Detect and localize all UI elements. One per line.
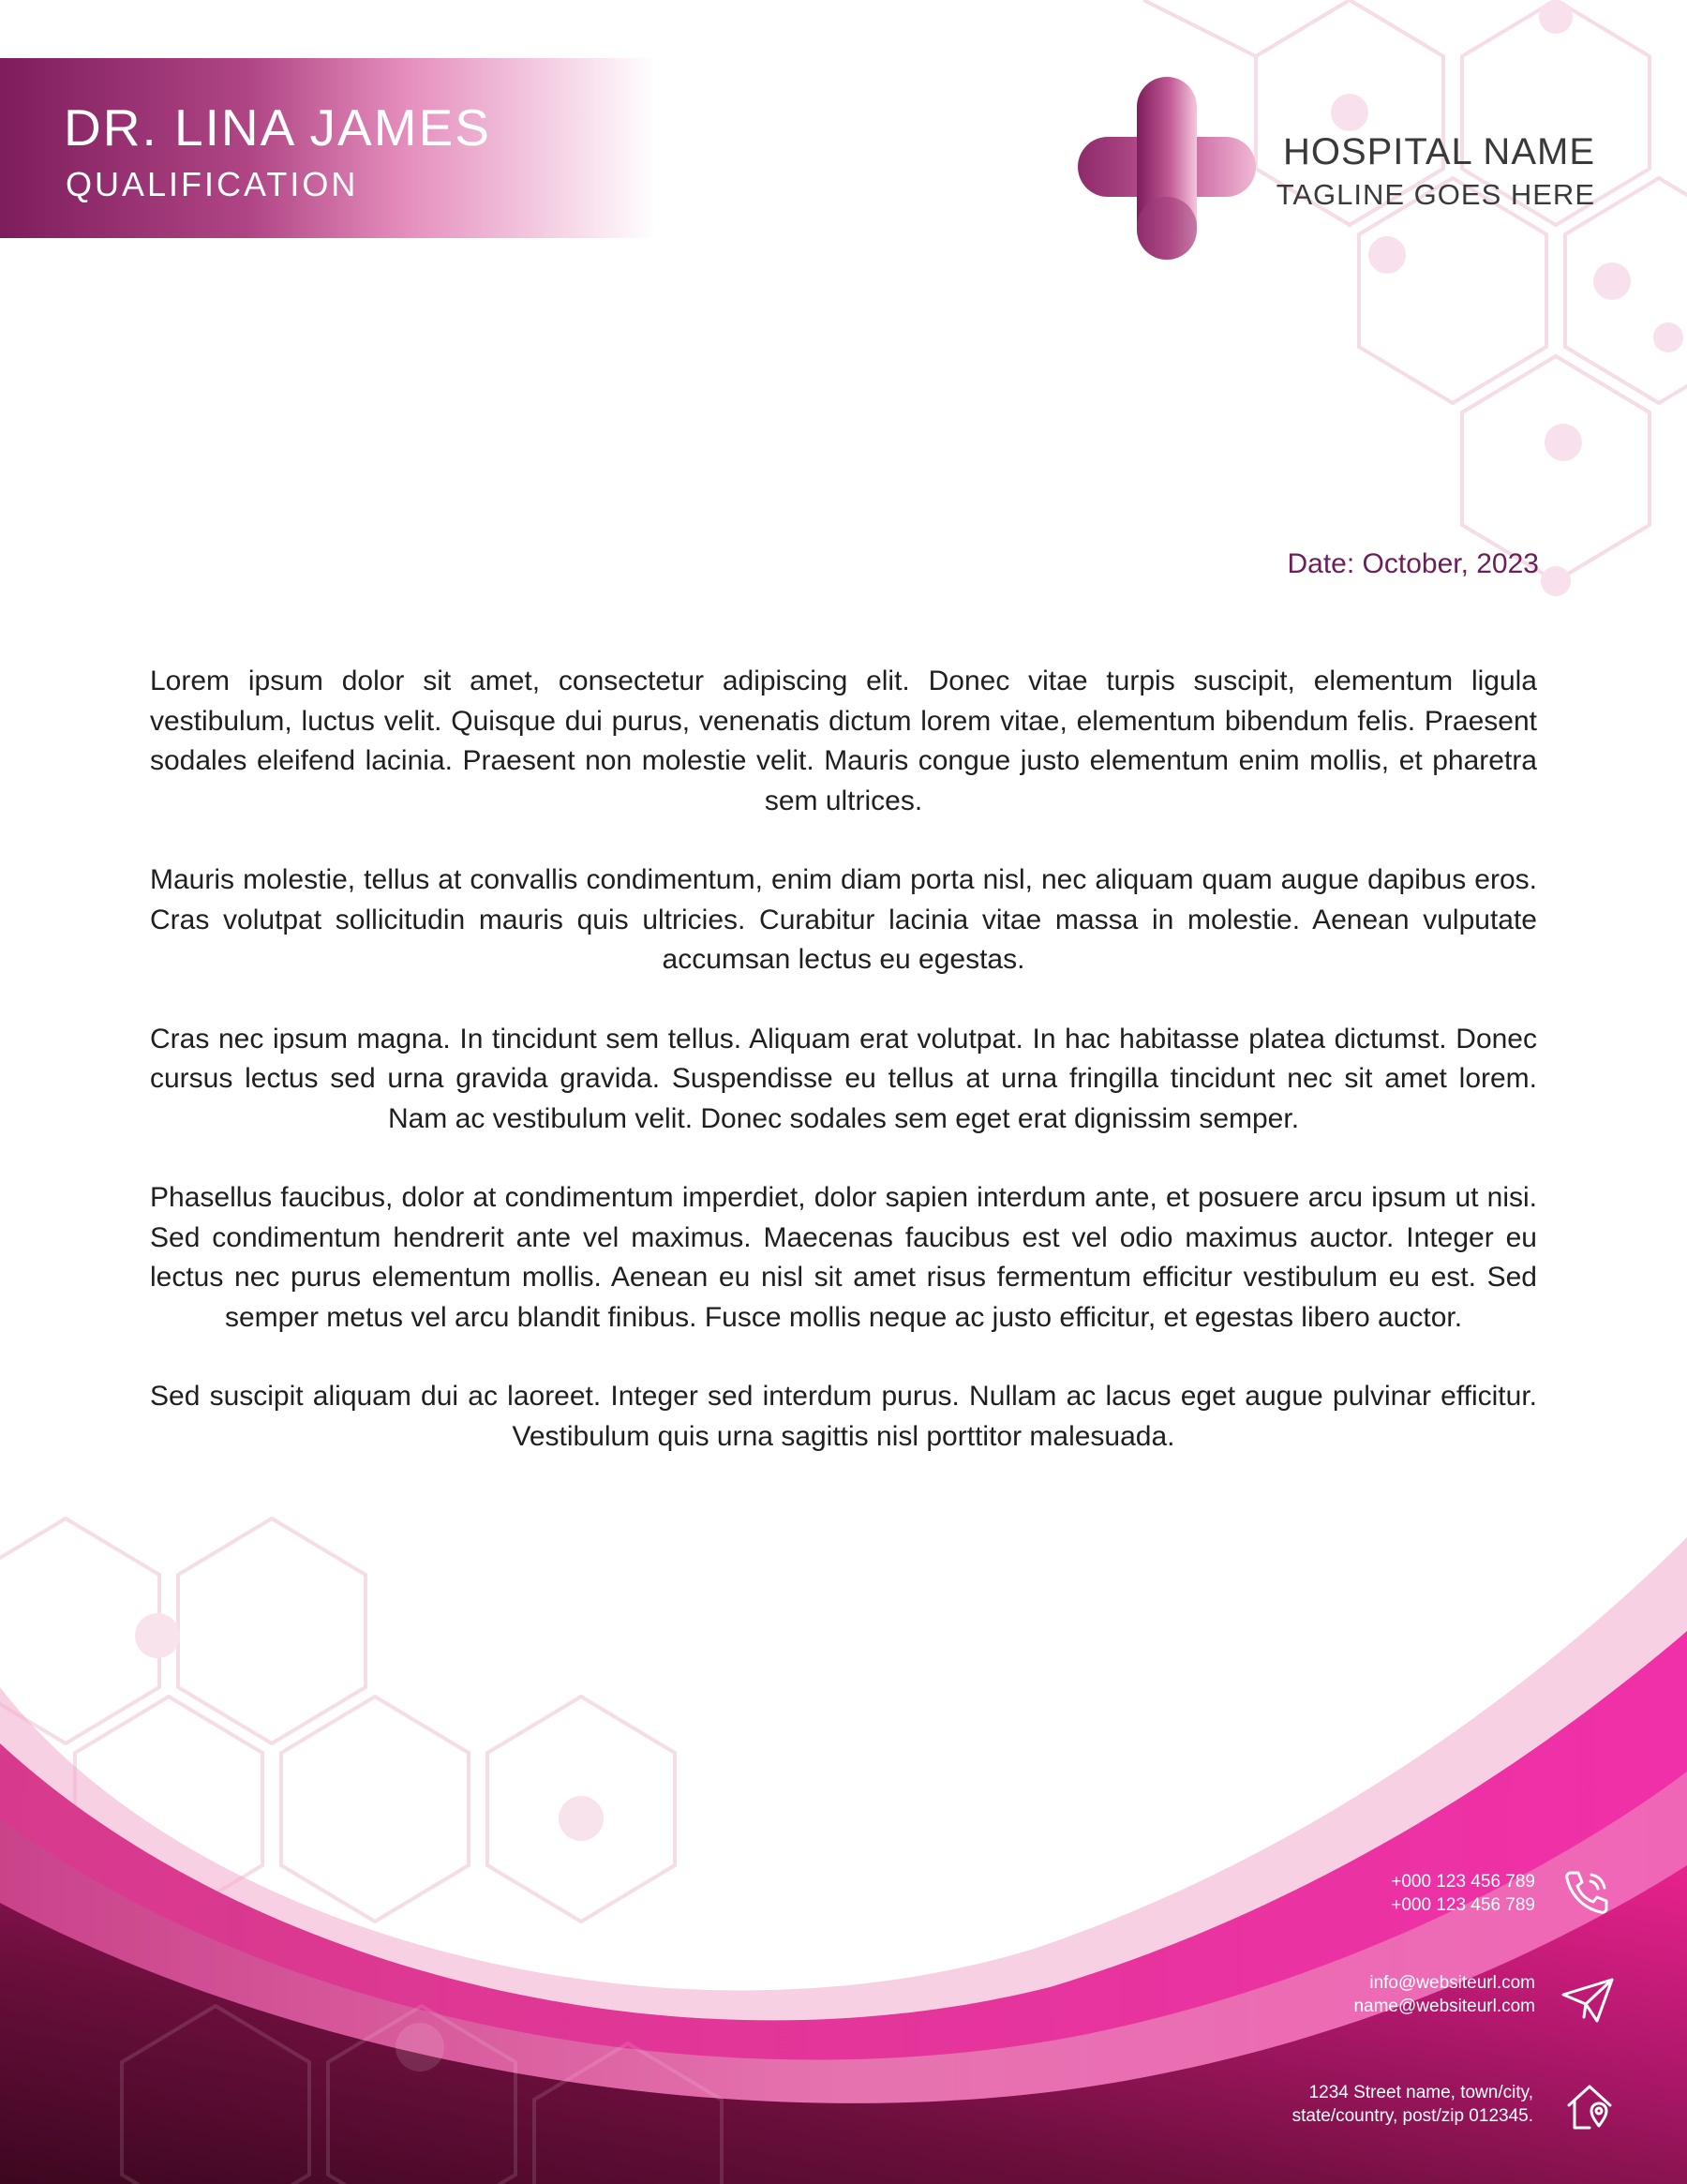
contact-emails (1293, 1971, 1535, 2018)
phone-icon (1561, 1865, 1614, 1918)
paper-plane-icon (1560, 1976, 1616, 2025)
letter-date: Date: October, 2023 (1287, 548, 1539, 579)
paragraph: Phasellus faucibus, dolor at condimentum imperdiet, dolor sapien interdum ante, et posuere arcu ipsum ut nisi. Sed condimentum hendrerit ante vel maximus. Maecenas faucibus est vel odio maximus auctor. Integer eu lectus nec purus elementum mollis. Aenean eu nisl sit amet risus fermentum efficitur vestibulum eu est. Sed semper metus vel arcu blandit finibus. Fusce mollis neque ac justo efficitur, et egestas libero auctor. (150, 1182, 1537, 1333)
address-line: state/country, post/zip 012345. (1291, 2106, 1533, 2126)
hospital-name: HOSPITAL NAME (1282, 131, 1595, 172)
phone-number[interactable]: +000 123 456 789 (1391, 1872, 1535, 1892)
email-address[interactable]: name@websiteurl.com (1353, 1997, 1535, 2016)
contact-address (1172, 2081, 1533, 2128)
paragraph: Mauris molestie, tellus at convallis condimentum, enim diam porta nisl, nec aliquam quam augue dapibus eros. Cras volutpat sollicitudin mauris quis ultricies. Curabitur lacinia vitae massa in molestie. Aenean vulputate accumsan lectus eu egestas. (150, 864, 1537, 975)
paragraph: Cras nec ipsum magna. In tincidunt sem tellus. Aliquam erat volutpat. In hac habitasse platea dictumst. Donec cursus lectus sed urna gravida gravida. Suspendisse eu tellus at urna fringilla tincidunt nec sit amet lorem. Nam ac vestibulum velit. Donec sodales sem eget erat dignissim semper. (150, 1023, 1537, 1134)
phone-number[interactable]: +000 123 456 789 (1391, 1895, 1535, 1915)
address-line: 1234 Street name, town/city, (1308, 2083, 1533, 2102)
home-location-icon (1565, 2083, 1614, 2132)
footer-wave (0, 1462, 1687, 2184)
paragraph: Sed suscipit aliquam dui ac laoreet. Integer sed interdum purus. Nullam ac lacus eget augue pulvinar efficitur. Vestibulum quis urna sagittis nisl porttitor malesuada. (150, 1381, 1537, 1452)
email-address[interactable]: info@websiteurl.com (1369, 1973, 1535, 1993)
contact-phones (1293, 1870, 1535, 1917)
medical-cross-icon (1078, 77, 1256, 260)
paragraph: Lorem ipsum dolor sit amet, consectetur adipiscing elit. Donec vitae turpis suscipit, elementum ligula vestibulum, luctus velit. Quisque dui purus, venenatis dictum lorem vitae, elementum bibendum felis. Praesent sodales eleifend lacinia. Praesent non molestie velit. Mauris congue justo elementum enim mollis, et pharetra sem ultrices. (150, 666, 1537, 816)
hospital-tagline: TAGLINE GOES HERE (1276, 178, 1595, 211)
doctor-name: DR. LINA JAMES (64, 98, 491, 157)
doctor-qualification: QUALIFICATION (66, 165, 359, 203)
letter-body (150, 662, 1537, 1496)
